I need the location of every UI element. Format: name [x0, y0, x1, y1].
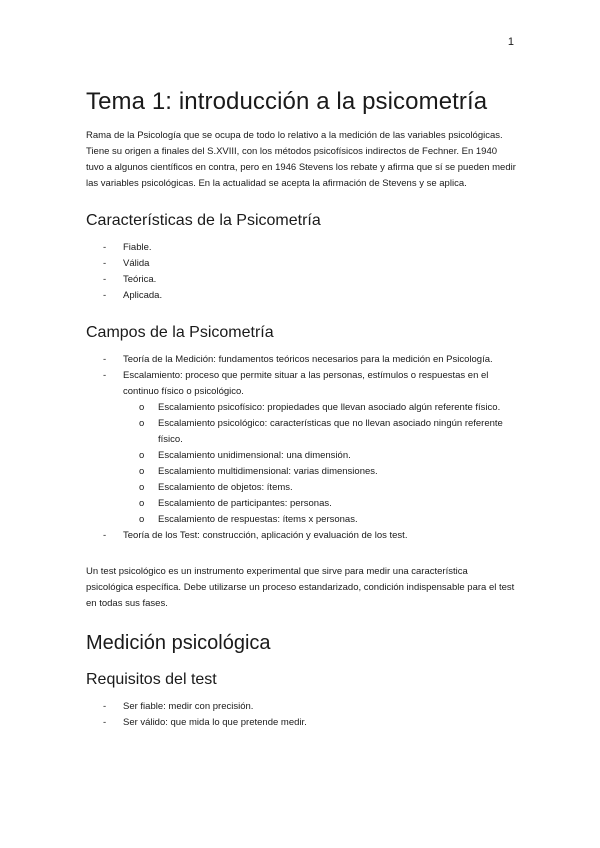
requisitos-list: [86, 699, 516, 731]
escalamiento-sublist: [86, 400, 516, 528]
intro-paragraph-2: Tiene su origen a finales del S.XVIII, con los métodos psicofísicos indirectos de Fechner. En 1940 tuvo a algunos científicos en contra, pero en 1946 Stevens los rebate y afirma que sí se pueden medir las variables psicológicas. En la actualidad se acepta la afirmación de Stevens y se aplica.: [86, 146, 516, 189]
dash-bullet: -: [103, 354, 107, 365]
circle-bullet: o: [139, 402, 145, 413]
intro-section: [86, 128, 516, 192]
circle-bullet: o: [139, 450, 145, 461]
list-item: - Aplicada.: [86, 288, 516, 304]
list-item: - Válida: [86, 256, 516, 272]
campos-section: [86, 352, 516, 544]
dash-bullet: -: [103, 290, 107, 301]
sub-list-item: o Escalamiento de objetos: ítems.: [86, 480, 516, 496]
campos-list-continued: [86, 528, 516, 544]
dash-bullet: -: [103, 701, 107, 712]
sub-list-item: o Escalamiento psicofísico: propiedades que llevan asociado algún referente físico.: [86, 400, 516, 416]
list-item: - Fiable.: [86, 240, 516, 256]
test-definition-paragraph: Un test psicológico es un instrumento experimental que sirve para medir una característica psicológica específica. Debe utilizarse un proceso estandarizado, condición indispensable para el test en todas sus fases.: [86, 566, 515, 609]
sub-list-item: o Escalamiento unidimensional: una dimensión.: [86, 448, 516, 464]
intro-paragraph-1: Rama de la Psicología que se ocupa de todo lo relativo a la medición de las variables psicológicas.: [86, 130, 503, 141]
page-number: 1: [507, 36, 514, 48]
caracteristicas-list: [86, 240, 516, 304]
dash-bullet: -: [103, 370, 107, 381]
requisitos-heading: Requisitos del test: [86, 671, 217, 688]
test-definition-section: [86, 564, 516, 612]
circle-bullet: o: [139, 514, 145, 525]
list-item: - Teoría de la Medición: fundamentos teóricos necesarios para la medición en Psicología.: [86, 352, 516, 368]
sub-list-item: o Escalamiento de respuestas: ítems x personas.: [86, 512, 516, 528]
list-item: - Escalamiento: proceso que permite situar a las personas, estímulos o respuestas en el continuo físico o psicológico.: [103, 370, 489, 397]
dash-bullet: -: [103, 274, 107, 285]
caracteristicas-heading: Características de la Psicometría: [86, 212, 321, 229]
sub-list-item: o Escalamiento de participantes: personas.: [86, 496, 516, 512]
dash-bullet: -: [103, 258, 107, 269]
circle-bullet: o: [139, 482, 145, 493]
list-item: - Teoría de los Test: construcción, aplicación y evaluación de los test.: [86, 528, 516, 544]
circle-bullet: o: [139, 466, 145, 477]
circle-bullet: o: [139, 498, 145, 509]
dash-bullet: -: [103, 717, 107, 728]
sub-list-item: o Escalamiento psicológico: características que no llevan asociado ningún referente físico.: [139, 418, 503, 445]
campos-list: [86, 352, 516, 400]
list-item: - Ser válido: que mida lo que pretende medir.: [86, 715, 516, 731]
dash-bullet: -: [103, 242, 107, 253]
document-body: [86, 88, 516, 731]
list-item: - Ser fiable: medir con precisión.: [86, 699, 516, 715]
campos-heading: Campos de la Psicometría: [86, 324, 274, 341]
caracteristicas-section: [86, 240, 516, 304]
dash-bullet: -: [103, 530, 107, 541]
page-title: Tema 1: introducción a la psicometría: [86, 88, 488, 115]
sub-list-item: o Escalamiento multidimensional: varias dimensiones.: [86, 464, 516, 480]
circle-bullet: o: [139, 418, 145, 429]
list-item: - Teórica.: [86, 272, 516, 288]
medicion-heading: Medición psicológica: [86, 632, 271, 654]
